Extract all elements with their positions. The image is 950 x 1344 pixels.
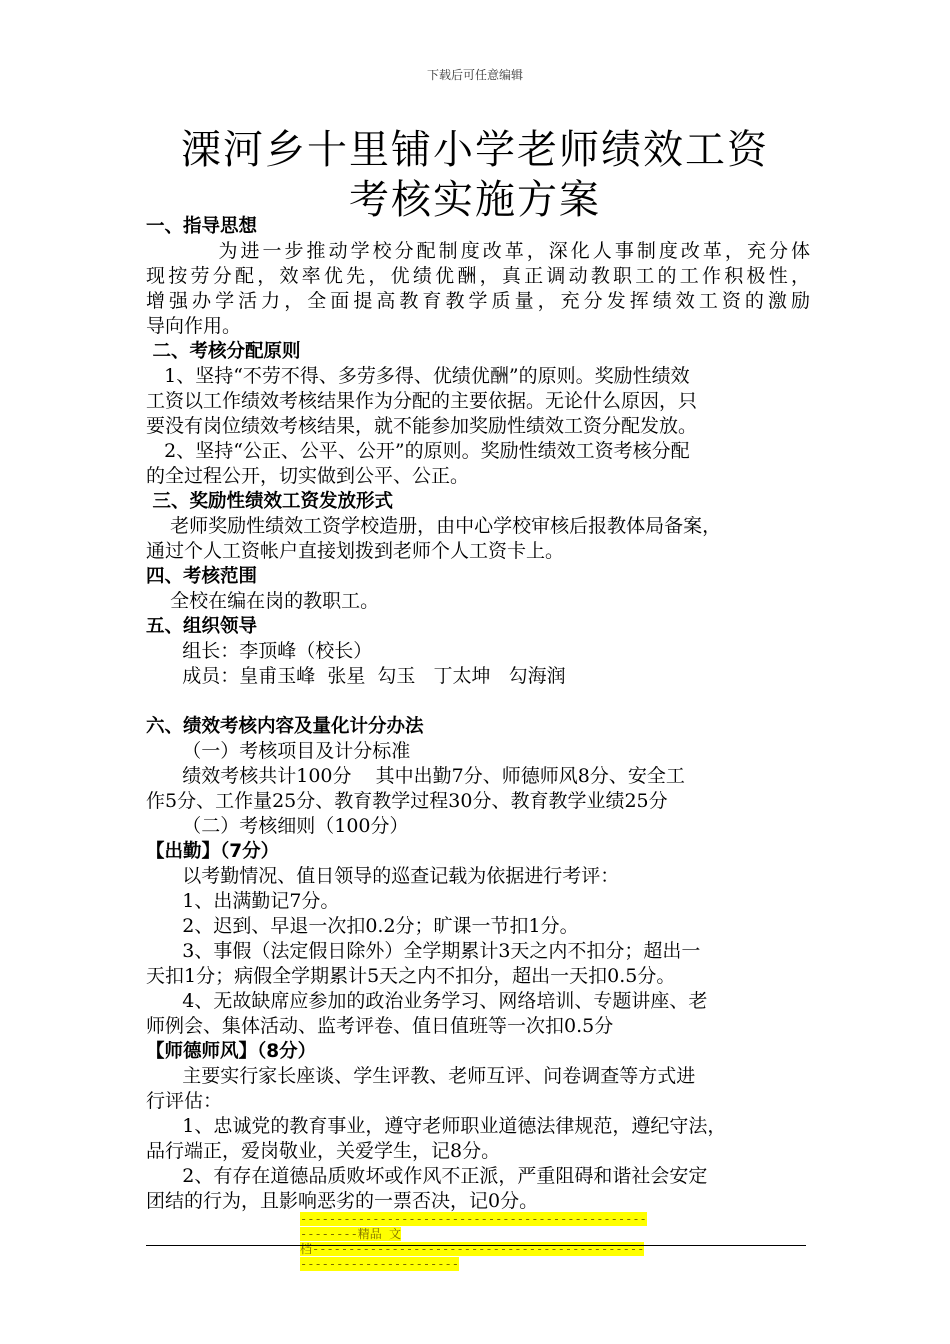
paragraph-line: 增强办学活力，全面提高教育教学质量，充分发挥绩效工资的激励 [146, 290, 810, 312]
paragraph-line: 1、坚持“不劳不得、多劳多得、优绩优酬”的原则。奖励性绩效 [146, 365, 690, 387]
footer-watermark [300, 1212, 650, 1272]
paragraph-line: 1、出满勤记7分。 [146, 890, 340, 912]
paragraph-line: 要没有岗位绩效考核结果，就不能参加奖励性绩效工资分配发放。 [146, 415, 698, 437]
paragraph-line: 4、无故缺席应参加的政治业务学习、网络培训、专题讲座、老 [146, 990, 708, 1012]
paragraph-line: 2、迟到、早退一次扣0.2分；旷课一节扣1分。 [146, 915, 579, 937]
document-body [146, 214, 810, 1214]
paragraph-line: 作5分、工作量25分、教育教学过程30分、教育教学业绩25分 [146, 790, 668, 812]
paragraph-line: 为进一步推动学校分配制度改革，深化人事制度改革，充分体 [146, 240, 810, 262]
paragraph-line: 团结的行为，且影响恶劣的一票否决，记0分。 [146, 1190, 539, 1212]
paragraph-line: 2、有存在道德品质败坏或作风不正派，严重阻碍和谐社会安定 [146, 1165, 708, 1187]
paragraph-line: 工资以工作绩效考核结果作为分配的主要依据。无论什么原因，只 [146, 390, 698, 412]
document-title-line-2: 考核实施方案 [349, 177, 601, 223]
section-heading: 二、考核分配原则 [146, 341, 301, 362]
section-heading: 五、组织领导 [146, 616, 258, 637]
paragraph-line: 全校在编在岗的教职工。 [146, 590, 380, 612]
paragraph-line: 天扣1分；病假全学期累计5天之内不扣分，超出一天扣0.5分。 [146, 965, 676, 987]
paragraph-line: 通过个人工资帐户直接划拨到老师个人工资卡上。 [146, 540, 565, 562]
section-heading: 四、考核范围 [146, 566, 258, 587]
section-heading: 【出勤】（7分） [146, 841, 280, 862]
paragraph-line: 老师奖励性绩效工资学校造册，由中心学校审核后报教体局备案， [146, 515, 722, 537]
paragraph-line: 2、坚持“公正、公平、公开”的原则。奖励性绩效工资考核分配 [146, 440, 690, 462]
paragraph-line: 师例会、集体活动、监考评卷、值日值班等一次扣0.5分 [146, 1015, 614, 1037]
paragraph-line: 1、忠诚党的教育事业，遵守老师职业道德法律规范，遵纪守法， [146, 1115, 727, 1137]
paragraph-line: 主要实行家长座谈、学生评教、老师互评、问卷调查等方式进 [146, 1065, 696, 1087]
footer-divider [146, 1245, 806, 1246]
paragraph-line: 品行端正，爱岗敬业，关爱学生，记8分。 [146, 1140, 501, 1162]
paragraph-line: 的全过程公开，切实做到公平、公正。 [146, 465, 470, 487]
paragraph-line: 以考勤情况、值日领导的巡查记载为依据进行考评： [146, 865, 620, 887]
section-heading: 一、指导思想 [146, 216, 258, 237]
paragraph-line: 绩效考核共计100分 其中出勤7分、师德师风8分、安全工 [146, 765, 685, 787]
footer-watermark-line-2: 档-------------------------------------------------------------------- [300, 1242, 645, 1271]
paragraph-line: 成员：皇甫玉峰 张星 勾玉 丁太坤 勾海润 [146, 665, 566, 687]
footer-watermark-line-1: --------------------------------------------------------精品 文 [300, 1212, 647, 1241]
paragraph-line: （二）考核细则（100分） [146, 815, 409, 837]
document-title-line-1: 溧河乡十里铺小学老师绩效工资 [181, 127, 769, 173]
paragraph-line: 行评估： [146, 1090, 223, 1112]
paragraph-line: （一）考核项目及计分标准 [146, 740, 411, 762]
section-heading: 六、绩效考核内容及量化计分办法 [146, 716, 424, 737]
paragraph-line: 导向作用。 [146, 315, 242, 337]
blank-line [146, 689, 810, 714]
section-heading: 三、奖励性绩效工资发放形式 [146, 491, 393, 512]
section-heading: 【师德师风】（8分） [146, 1041, 317, 1062]
paragraph-line: 组长：李顶峰（校长） [146, 640, 373, 662]
paragraph-line: 3、事假（法定假日除外）全学期累计3天之内不扣分；超出一 [146, 940, 701, 962]
paragraph-line: 现按劳分配，效率优先，优绩优酬，真正调动教职工的工作积极性， [146, 265, 810, 287]
header-note: 下载后可任意编辑 [426, 68, 523, 82]
